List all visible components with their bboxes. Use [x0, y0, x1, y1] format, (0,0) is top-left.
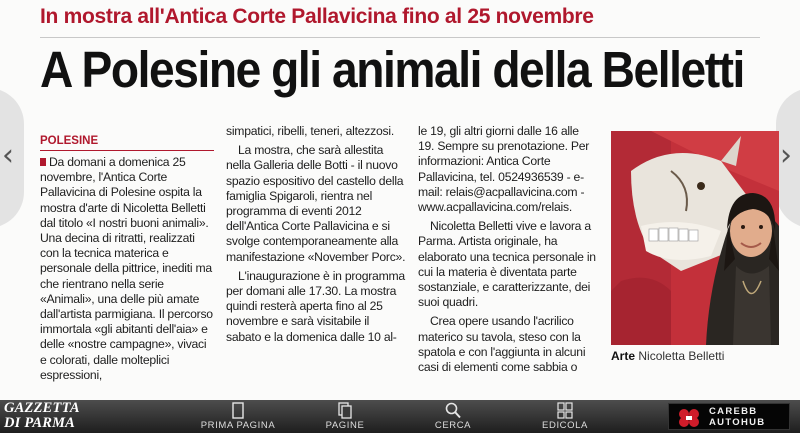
nav-label: CERCA: [434, 420, 472, 431]
paragraph: simpatici, ribelli, teneri, altezzosi.: [226, 124, 394, 138]
nav-cerca[interactable]: [420, 400, 486, 433]
caption-label: Arte: [611, 349, 636, 363]
photo-caption: [611, 349, 724, 363]
previous-page-button[interactable]: [0, 88, 24, 228]
chevron-right-icon: ›: [780, 138, 792, 173]
gazzetta-logo[interactable]: [4, 400, 108, 433]
caption-text: Nicoletta Belletti: [638, 349, 725, 363]
article-kicker: In mostra all'Antica Corte Pallavicina fino al 25 novembre: [40, 5, 594, 28]
nav-prima-pagina[interactable]: [198, 400, 278, 433]
article-column-1: [40, 155, 216, 383]
paragraph: L'inaugurazione è in programma per domani alle 17.30. La mostra quindi resterà aperta fino al 25 novembre e sarà visitabile il sabato e la domenica dalle 10 al-: [226, 268, 405, 344]
sponsor-logo-icon: [675, 407, 703, 428]
page-icon: [230, 402, 246, 419]
kicker-divider: [40, 37, 760, 38]
sponsor-line-1: CAREBB: [709, 406, 758, 417]
chevron-left-icon: ‹: [2, 138, 14, 173]
article-column-3: [418, 124, 598, 375]
nav-pagine[interactable]: [310, 400, 380, 433]
nav-label: EDICOLA: [542, 420, 588, 431]
section-divider: [40, 150, 214, 151]
logo-line-1: GAZZETTA: [4, 400, 80, 416]
paragraph: le 19, gli altri giorni dalle 16 alle 19. Sempre su prenotazione. Per informazioni: Antica Corte Pallavicina, tel. 0524936539 - e-mail: relais@acpallavicina.com - www.acpallavicina.com/relais.: [418, 124, 590, 215]
nav-edicola[interactable]: [530, 400, 600, 433]
search-icon: [445, 402, 461, 419]
newsstand-icon: [557, 402, 573, 419]
nav-label: PRIMA PAGINA: [200, 420, 276, 431]
sponsor-text: [709, 406, 765, 428]
article-photo: [611, 131, 779, 345]
pages-icon: [337, 402, 353, 419]
bottom-toolbar: [0, 400, 800, 433]
article-column-2: [226, 124, 406, 345]
paragraph: Crea opere usando l'acrilico materico su tavola, steso con la spatola e con l'aggiunta in alcuni casi di elementi come sabbia o: [418, 314, 586, 375]
section-label: POLESINE: [40, 135, 99, 147]
paragraph: Da domani a domenica 25 novembre, l'Antica Corte Pallavicina di Polesine ospita la mostra d'arte di Nicoletta Belletti dal titolo «I nostri buoni animali». Una decina di ritratti, realizzati con la tecnica materica e personale della pittrice, inediti ma che rientrano nella serie «Animali», una delle più amate dall'artista parmigiana. Il percorso immortala «gli abitanti dell'aia» e delle «nostre campagne», vivaci e colorati, dalle molteplici espressioni,: [40, 155, 213, 382]
sponsor-line-2: AUTOHUB: [709, 417, 766, 428]
logo-line-2: DI PARMA: [4, 415, 76, 431]
next-page-button[interactable]: [776, 88, 800, 228]
sponsor-banner[interactable]: [668, 403, 790, 430]
nav-label: PAGINE: [325, 420, 365, 431]
article-headline: A Polesine gli animali della Belletti: [40, 41, 744, 98]
paragraph: La mostra, che sarà allestita nella Galleria delle Botti - il nuovo spazio espositivo del castello della famiglia Spigaroli, rientra nel programma di eventi 2012 dell'Antica Corte Pallavicina e si svolge contemporaneamente alla manifestazione «November Porc».: [226, 143, 406, 264]
paragraph: Nicoletta Belletti vive e lavora a Parma. Artista originale, ha elaborato una tecnica personale in cui la materia è diventata parte sostanziale, e caratterizzante, dei suoi quadri.: [418, 219, 596, 310]
bullet-square-icon: [40, 158, 46, 166]
